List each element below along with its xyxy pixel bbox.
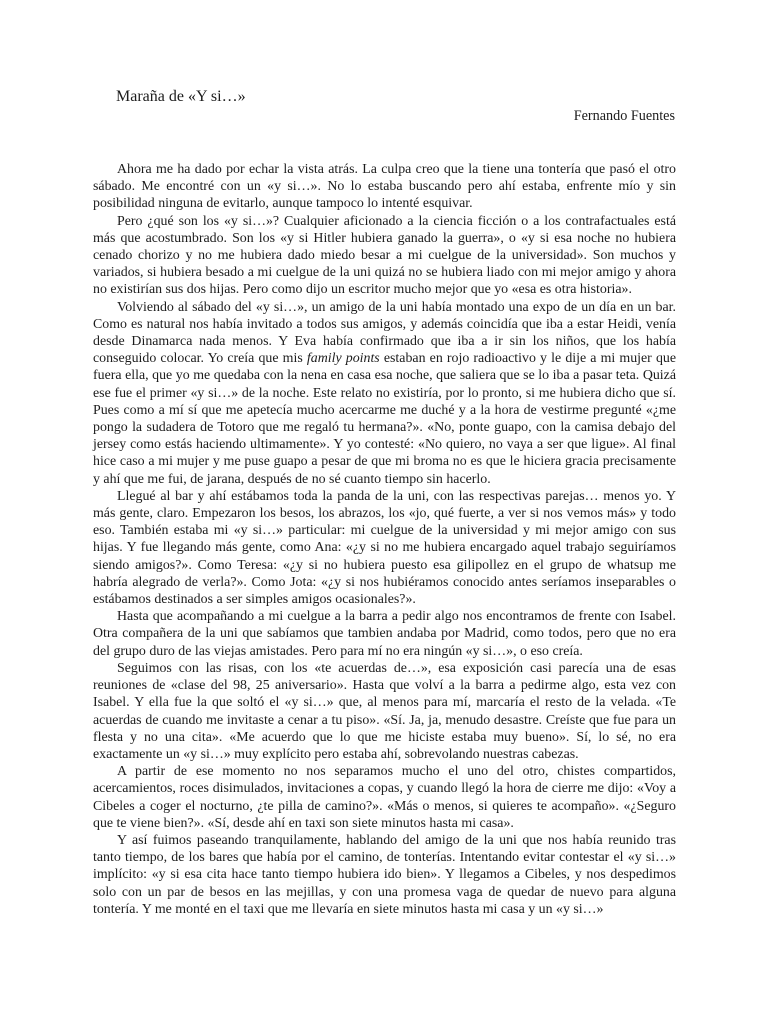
paragraph-text: Seguimos con las risas, con los «te acuerdas de…», esa exposición casi parecía una de esas reuniones de «clase del 98, 25 aniversario». Hasta que volví a la barra a pedirme algo, esta vez con Isabel. Y ella fue la que soltó el «y si…» que, al menos para mí, marcaría el resto de la velada. «Te acuerdas de cuando me invitaste a cenar a tu piso». «Sí. Ja, ja, menudo desastre. Creíste que fue para un flesta y no una cita». «Me acuerdo que lo que me hiciste estaba muy bueno». Sí, lo sé, no era exactamente un «y si…» muy explícito pero estaba ahí, sobrevolando nuestras cabezas.: [93, 660, 676, 762]
paragraph: [93, 608, 676, 660]
paragraph-text: A partir de ese momento no nos separamos mucho el uno del otro, chistes compartidos, acercamientos, roces disimulados, invitaciones a copas, y cuando llegó la hora de cierre me dijo: «Voy a Cibeles a coger el nocturno, ¿te pilla de camino?». «Más o menos, si quieres te acompaño». «¿Seguro que te viene bien?». «Sí, desde ahí en taxi son siete minutos hasta mi casa».: [93, 764, 676, 831]
document-author: Fernando Fuentes: [573, 108, 675, 124]
paragraph-text: Ahora me ha dado por echar la vista atrás. La culpa creo que la tiene una tontería que pasó el otro sábado. Me encontré con un «y si…». No lo estaba buscando pero ahí estaba, enfrente mío y sin posibilidad ninguna de evitarlo, aunque tampoco lo intenté esquivar.: [93, 162, 676, 212]
paragraph: [93, 488, 676, 608]
paragraph: [93, 161, 676, 213]
paragraph: [93, 763, 676, 832]
italic-phrase: family points: [306, 351, 380, 367]
paragraph-text: Llegué al bar y ahí estábamos toda la panda de la uni, con las respectivas parejas… menos yo. Y más gente, claro. Empezaron los besos, los abrazos, los «jo, qué fuerte, a ver si nos vemos más» y todo eso. También estaba mi «y si…» particular: mi cuelgue de la universidad y mi mejor amigo con sus hijas. Y fue llegando más gente, como Ana: «¿y si no me hubiera encargado aquel trabajo seguiríamos siendo amigos?». Como Teresa: «¿y si no hubiera puesto esa gilipollez en el grupo de whatsup me habría alegrado de verla?». Como Jota: «¿y si nos hubiéramos conocido antes seríamos inseparables o estábamos destinados a ser simples amigos ocasionales?».: [93, 488, 676, 608]
document-title: Maraña de «Y si…»: [116, 88, 246, 105]
paragraph: [93, 832, 676, 918]
paragraph: [93, 299, 676, 488]
paragraph-text: Y así fuimos paseando tranquilamente, hablando del amigo de la uni que nos había reunido tras tanto tiempo, de los bares que había por el camino, de tonterías. Intentando evitar contestar el «y si…» implícito: «y si esa cita hace tanto tiempo hubiera ido bien». Y llegamos a Cibeles, y nos despedimos solo con un par de besos en las mejillas, y con una promesa vaga de quedar de nuevo para alguna tontería. Y me monté en el taxi que me llevaría en siete minutos hasta mi casa y un «y si…»: [93, 832, 676, 917]
paragraph-text: Pero ¿qué son los «y si…»? Cualquier aficionado a la ciencia ficción o a los contrafactuales está más que acostumbrado. Son los «y si Hitler hubiera ganado la guerra», o «y si esa noche no hubiera cenado chorizo y no me hubiera dado miedo besar a mi cuelgue de la universidad». Son muchos y variados, si hubiera besado a mi cuelgue de la uni quizá no se hubiera liado con mi mejor amigo y ahora no existirían sus dos hijas. Pero como dijo un escritor mucho mejor que yo «esa es otra historia».: [93, 213, 676, 298]
paragraph: [93, 213, 676, 299]
paragraph-text: Volviendo al sábado del «y si…», un amigo de la uni había montado una expo de un día en un bar. Como es natural nos había invitado a todos sus amigos, y además coincidía que iba a estar Heidi, venía desde Dinamarca nada menos. Y Eva había confirmado que iba a ir sin los niños, que los había conseguido colocar. Yo creía que mis: [93, 299, 676, 367]
document-body: [93, 161, 676, 918]
paragraph-text: Hasta que acompañando a mi cuelgue a la barra a pedir algo nos encontramos de frente con Isabel. Otra compañera de la uni que sabíamos que tambien andaba por Madrid, como todos, pero que no era del grupo duro de las viejas amistades. Pero para mí no era ningún «y si…», o eso creía.: [93, 609, 676, 659]
paragraph-text: estaban en rojo radioactivo y le dije a mi mujer que fuera ella, que yo me quedaba con la nena en casa esa noche, que saliera que se lo iba a pasar teta. Quizá ese fue el primer «y si…» de la noche. Este relato no existiría, por lo pronto, si me hubiera dicho que sí. Pues como a mí sí que me apetecía mucho acercarme me duché y a la hora de vestirme pregunté «¿me pongo la sudadera de Totoro que me regaló tu hermana?». «No, ponte guapo, con la camisa debajo del jersey como estás haciendo ultimamente». Y yo contesté: «No quiero, no vaya a ser que ligue». Al final hice caso a mi mujer y me puse guapo a pesar de que mi broma no es que le hiciera gracia precisamente y ahí que me fui, de jarana, después de no sé cuanto tiempo sin hacerlo.: [93, 351, 677, 487]
paragraph: [93, 660, 676, 763]
